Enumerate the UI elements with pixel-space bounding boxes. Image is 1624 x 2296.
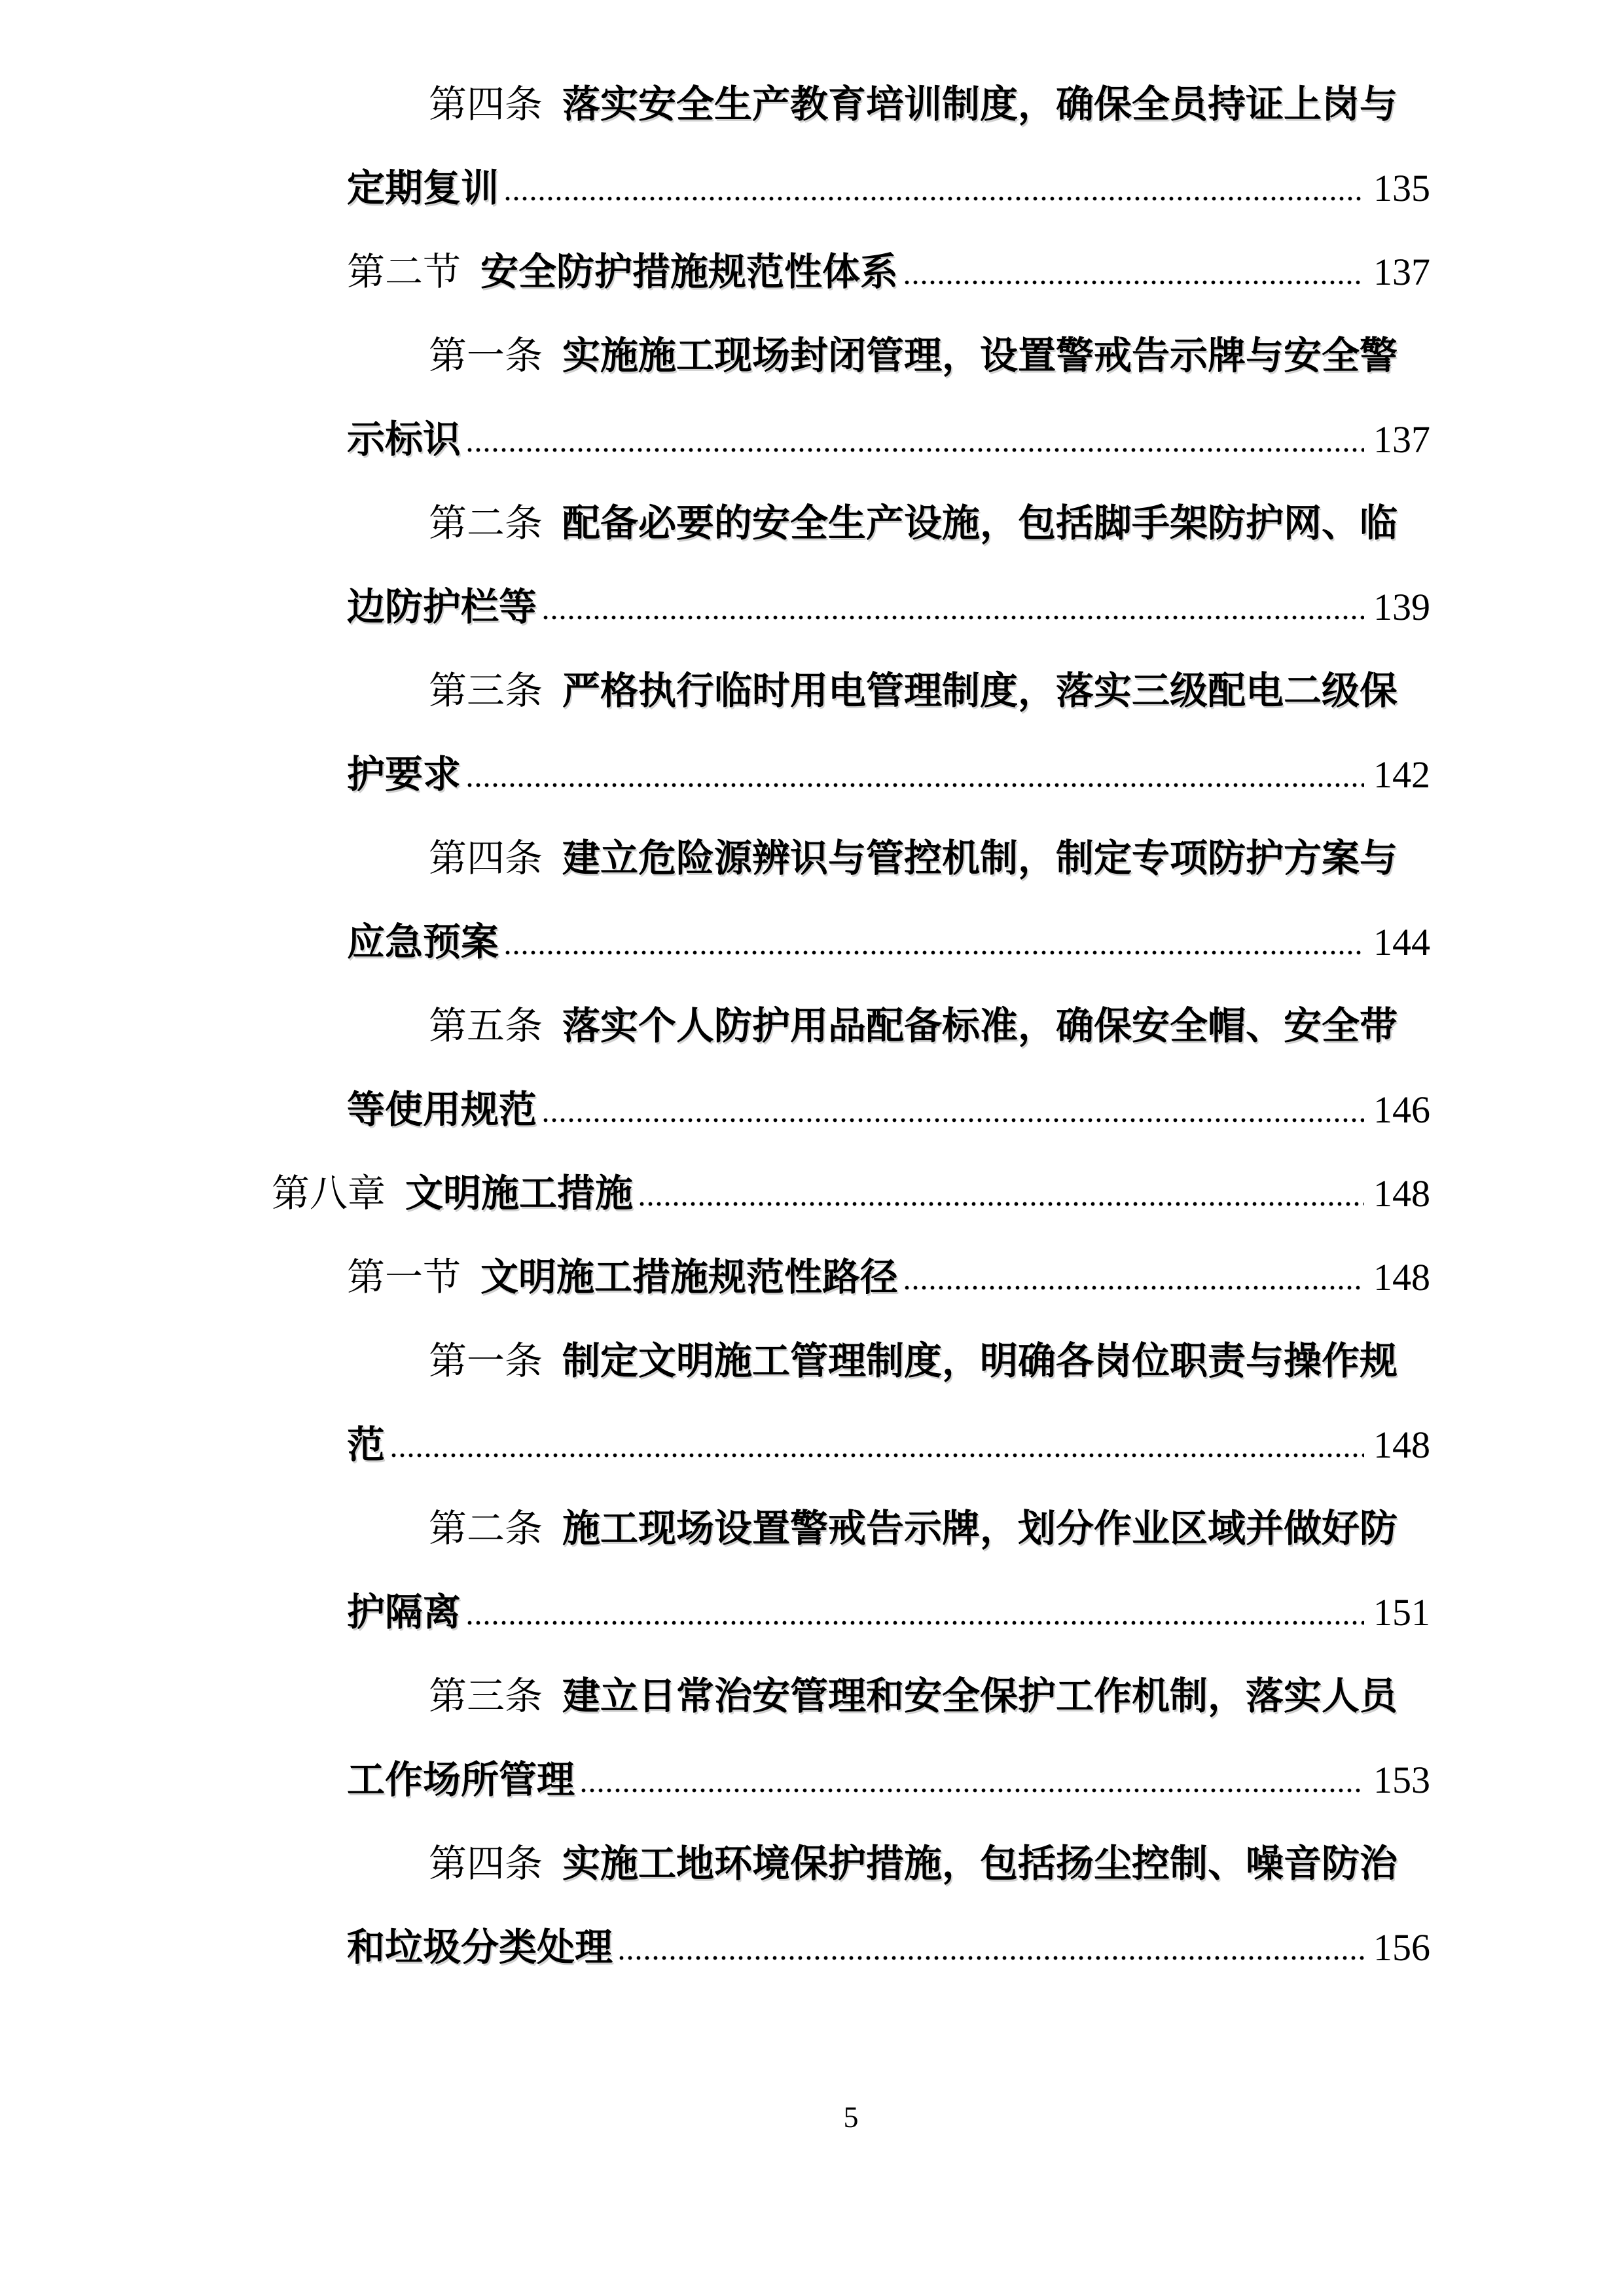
toc-entry-title: 安全防护措施规范性体系 xyxy=(480,251,899,293)
toc-entry-line xyxy=(429,1319,1430,1403)
toc-entry-title: 示标识 xyxy=(347,418,461,461)
toc-entry-page: 144 xyxy=(1373,921,1430,963)
toc-dot-leader xyxy=(581,1788,1364,1793)
toc-entry-page: 148 xyxy=(1373,1172,1430,1215)
toc-entry-number: 第一条 xyxy=(429,334,543,377)
toc-entry-line xyxy=(347,1738,1430,1822)
toc-entry-title: 和垃圾分类处理 xyxy=(347,1926,613,1969)
toc-dot-leader xyxy=(619,1956,1364,1960)
toc-dot-leader xyxy=(905,1285,1364,1290)
toc-entry-title: 定期复训 xyxy=(347,167,499,209)
toc-entry-line xyxy=(347,1068,1430,1152)
toc-entry-title: 应急预案 xyxy=(347,921,499,963)
toc-entry-number: 第八章 xyxy=(272,1172,386,1215)
toc-dot-leader xyxy=(505,196,1364,201)
toc-entry-number: 第二条 xyxy=(429,502,543,545)
toc-entry-line xyxy=(347,230,1430,314)
toc-entry-page: 139 xyxy=(1373,586,1430,628)
toc-entry-page: 137 xyxy=(1373,251,1430,293)
toc-dot-leader xyxy=(543,615,1364,620)
toc-entry-title: 落实安全生产教育培训制度，确保全员持证上岗与 xyxy=(562,83,1398,126)
toc-entry-title: 建立日常治安管理和安全保护工作机制，落实人员 xyxy=(562,1675,1398,1717)
toc-entry-line xyxy=(429,314,1430,398)
toc-entry-page: 156 xyxy=(1373,1926,1430,1969)
toc-entry-line xyxy=(347,398,1430,482)
toc-entry-number: 第一节 xyxy=(347,1256,461,1299)
toc-entry-line xyxy=(429,817,1430,901)
toc-entry-line xyxy=(347,565,1430,649)
toc-entry-line xyxy=(347,1906,1430,1990)
toc-entry-page: 135 xyxy=(1373,167,1430,209)
toc-entry-number: 第四条 xyxy=(429,83,543,126)
toc-entry-line xyxy=(347,733,1430,817)
toc-dot-leader xyxy=(543,1118,1364,1122)
toc-entry-title: 落实个人防护用品配备标准，确保安全帽、安全带 xyxy=(562,1005,1398,1047)
toc-entry-title: 护要求 xyxy=(347,753,461,796)
toc-entry-line xyxy=(429,482,1430,565)
toc-dot-leader xyxy=(467,783,1364,787)
toc-entry-line xyxy=(429,984,1430,1068)
toc-dot-leader xyxy=(640,1202,1364,1206)
toc-dot-leader xyxy=(505,950,1364,955)
page-footer xyxy=(272,2098,1430,2137)
toc-entry-title: 配备必要的安全生产设施，包括脚手架防护网、临 xyxy=(562,502,1398,545)
toc-entry-title: 文明施工措施 xyxy=(405,1172,634,1215)
toc-entry-page: 148 xyxy=(1373,1424,1430,1466)
toc-entry-title: 制定文明施工管理制度，明确各岗位职责与操作规 xyxy=(562,1340,1398,1382)
toc-entry-number: 第二条 xyxy=(429,1507,543,1550)
toc-entry-number: 第一条 xyxy=(429,1340,543,1382)
toc-entry-page: 151 xyxy=(1373,1591,1430,1634)
toc-entry-number: 第四条 xyxy=(429,1842,543,1885)
toc-entry-page: 142 xyxy=(1373,753,1430,796)
toc-entry-title: 等使用规范 xyxy=(347,1088,537,1131)
toc-entry-title: 护隔离 xyxy=(347,1591,461,1634)
toc-entry-number: 第四条 xyxy=(429,837,543,880)
toc-entry-title: 严格执行临时用电管理制度，落实三级配电二级保 xyxy=(562,670,1398,712)
toc-entry-line xyxy=(272,1152,1430,1236)
toc-dot-leader xyxy=(391,1453,1364,1458)
toc-entry-number: 第五条 xyxy=(429,1005,543,1047)
toc-entry-line xyxy=(347,901,1430,984)
toc-entry-line xyxy=(429,1655,1430,1738)
toc-entry-line xyxy=(429,1487,1430,1571)
toc-entry-page: 153 xyxy=(1373,1759,1430,1801)
toc-entry-title: 实施施工现场封闭管理，设置警戒告示牌与安全警 xyxy=(562,334,1398,377)
toc-entry-title: 文明施工措施规范性路径 xyxy=(480,1256,899,1299)
toc-entry-title: 施工现场设置警戒告示牌，划分作业区域并做好防 xyxy=(562,1507,1398,1550)
toc-entry-line xyxy=(429,649,1430,733)
toc-entry-number: 第二节 xyxy=(347,251,461,293)
toc-list xyxy=(272,63,1430,1990)
page-number: 5 xyxy=(843,2100,859,2134)
toc-entry-number: 第三条 xyxy=(429,670,543,712)
toc-entry-title: 边防护栏等 xyxy=(347,586,537,628)
toc-dot-leader xyxy=(905,280,1364,285)
toc-dot-leader xyxy=(467,448,1364,452)
toc-entry-title: 建立危险源辨识与管控机制，制定专项防护方案与 xyxy=(562,837,1398,880)
toc-entry-title: 范 xyxy=(347,1424,386,1466)
toc-entry-line xyxy=(429,63,1430,147)
toc-entry-line xyxy=(347,1236,1430,1319)
toc-entry-page: 146 xyxy=(1373,1088,1430,1131)
toc-entry-line xyxy=(347,1571,1430,1655)
toc-entry-page: 137 xyxy=(1373,418,1430,461)
toc-dot-leader xyxy=(467,1621,1364,1625)
toc-entry-line xyxy=(429,1822,1430,1906)
toc-entry-line xyxy=(347,147,1430,230)
toc-entry-title: 实施工地环境保护措施，包括扬尘控制、噪音防治 xyxy=(562,1842,1398,1885)
toc-entry-page: 148 xyxy=(1373,1256,1430,1299)
toc-entry-number: 第三条 xyxy=(429,1675,543,1717)
toc-entry-line xyxy=(347,1403,1430,1487)
toc-entry-title: 工作场所管理 xyxy=(347,1759,575,1801)
